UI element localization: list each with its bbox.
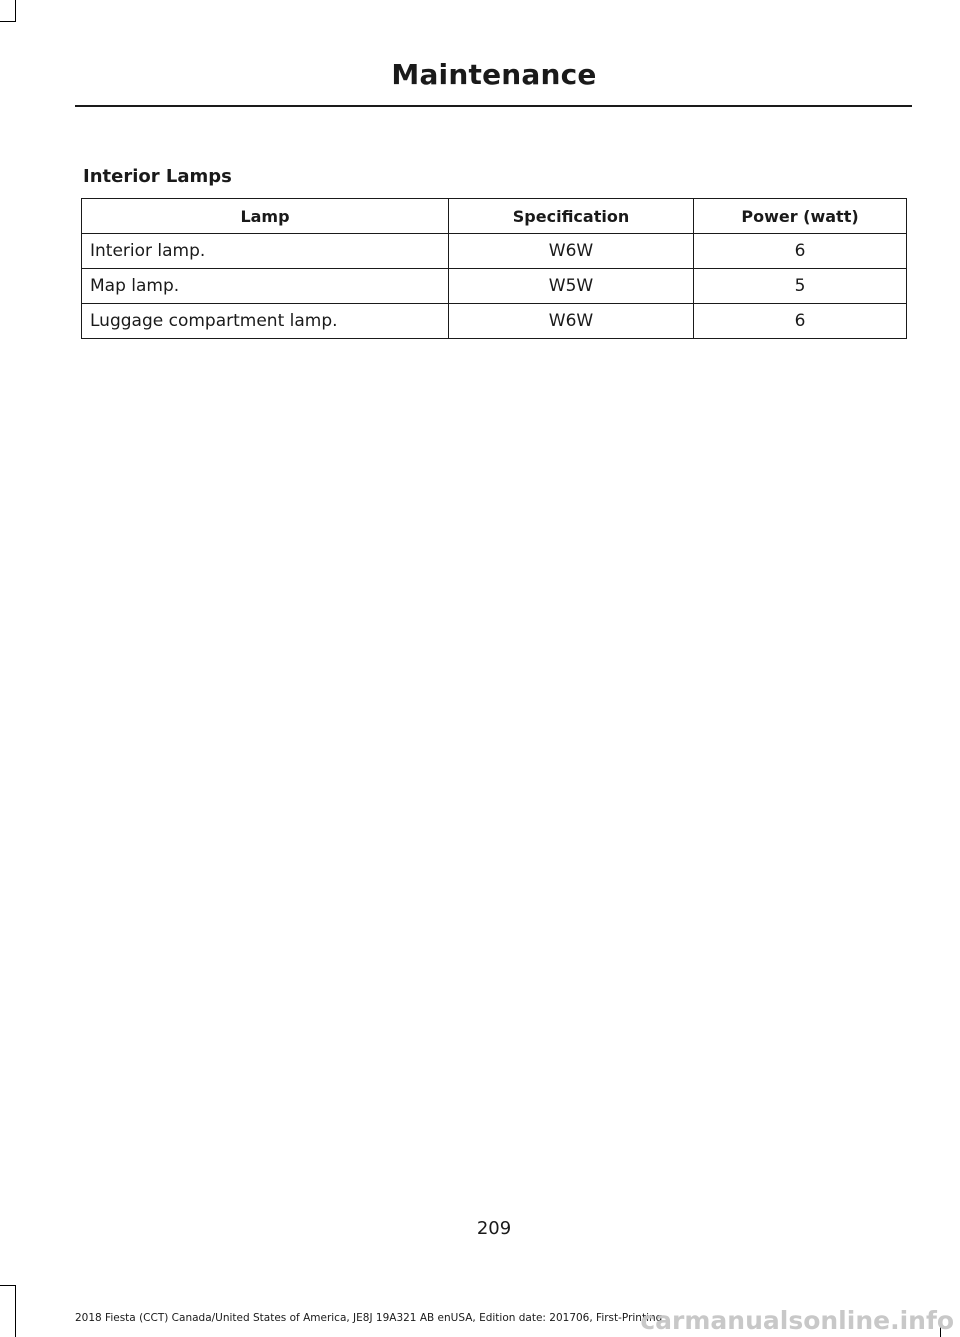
crop-mark-top-left-vertical: [15, 0, 16, 22]
watermark-text: carmanualsonline.info: [640, 1306, 954, 1335]
page-number: 209: [476, 1218, 512, 1239]
lamp-name-cell: Map lamp.: [82, 269, 449, 304]
lamp-name-cell: Luggage compartment lamp.: [82, 304, 449, 339]
lamp-name-cell: Interior lamp.: [82, 234, 449, 269]
specification-cell: W5W: [449, 269, 694, 304]
table-row: [82, 234, 907, 269]
crop-mark-bottom-left-vertical: [15, 1285, 16, 1337]
crop-mark-bottom-left-horizontal: [0, 1285, 16, 1286]
section-heading: Interior Lamps: [83, 166, 232, 187]
column-header-lamp: Lamp: [82, 199, 449, 234]
specification-cell: W6W: [449, 234, 694, 269]
interior-lamps-table: [81, 198, 907, 339]
table-row: [82, 269, 907, 304]
power-cell: 5: [694, 269, 907, 304]
chapter-title: Maintenance: [391, 58, 597, 91]
table-row: [82, 304, 907, 339]
crop-mark-top-left-horizontal: [0, 21, 16, 22]
column-header-specification: Specification: [449, 199, 694, 234]
specification-cell: W6W: [449, 304, 694, 339]
power-cell: 6: [694, 304, 907, 339]
column-header-power: Power (watt): [694, 199, 907, 234]
table-header-row: [82, 199, 907, 234]
publication-info: 2018 Fiesta (CCT) Canada/United States of America, JE8J 19A321 AB enUSA, Edition date: 201706, First-Printing: [75, 1312, 663, 1324]
power-cell: 6: [694, 234, 907, 269]
header-divider: [75, 105, 912, 107]
